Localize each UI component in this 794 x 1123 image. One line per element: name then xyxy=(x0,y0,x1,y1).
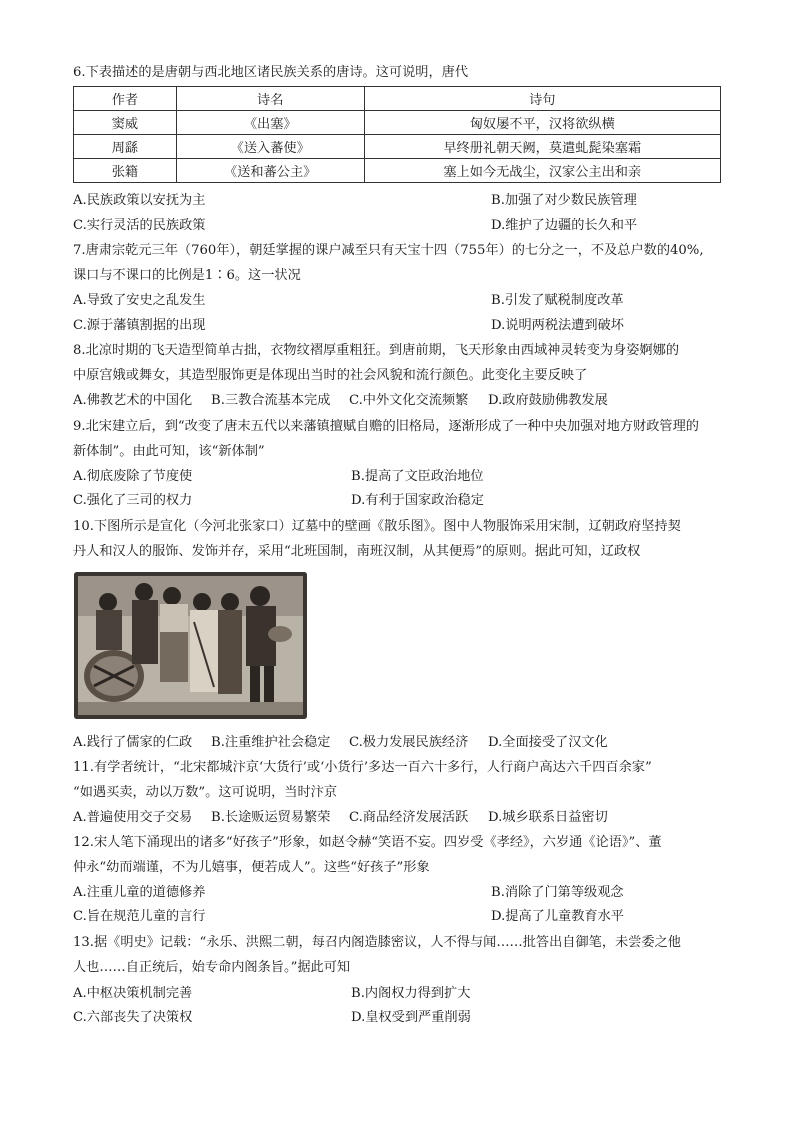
q6-option-d[interactable]: D.维护了边疆的长久和平 xyxy=(491,218,638,233)
q9-option-c[interactable]: C.强化了三司的权力 xyxy=(73,493,193,508)
q11-stem-line2: “如遇买卖，动以万数”。这可说明，当时汴京 xyxy=(73,785,338,800)
table-row xyxy=(74,135,721,159)
mural-illustration xyxy=(74,572,307,719)
q8-stem-line2: 中原宫娥或舞女，其造型服饰更是体现出当时的社会风貌和流行颜色。此变化主要反映了 xyxy=(73,368,588,383)
q12-option-a[interactable]: A.注重儿童的道德修养 xyxy=(73,885,206,900)
q12-option-d[interactable]: D.提高了儿童教育水平 xyxy=(491,909,624,924)
q7-option-d[interactable]: D.说明两税法遭到破坏 xyxy=(491,318,624,333)
table-cell: 《送入蕃使》 xyxy=(176,135,364,159)
q9-stem-line2: 新体制”。由此可知，该“新体制” xyxy=(73,444,265,459)
q10-option-b[interactable]: B.注重维护社会稳定 xyxy=(211,735,331,750)
poem-table xyxy=(73,86,721,183)
table-header-title: 诗名 xyxy=(176,87,364,111)
q13-stem-line1: 13.据《明史》记载：“永乐、洪熙二朝，每召内阁造膝密议，人不得与闻……批答出自御笔，未尝委之他 xyxy=(73,935,681,950)
table-header-author: 作者 xyxy=(74,87,177,111)
table-row xyxy=(74,159,721,183)
q13-option-a[interactable]: A.中枢决策机制完善 xyxy=(73,986,193,1001)
table-cell: 《送和蕃公主》 xyxy=(176,159,364,183)
table-cell: 窦威 xyxy=(74,111,177,135)
q8-option-a[interactable]: A.佛教艺术的中国化 xyxy=(73,393,193,408)
q7-option-b[interactable]: B.引发了赋税制度改革 xyxy=(491,293,624,308)
q7-option-c[interactable]: C.源于藩镇割据的出现 xyxy=(73,318,206,333)
q10-option-d[interactable]: D.全面接受了汉文化 xyxy=(488,735,608,750)
q8-option-d[interactable]: D.政府鼓励佛教发展 xyxy=(488,393,608,408)
q9-option-a[interactable]: A.彻底废除了节度使 xyxy=(73,469,193,484)
q12-option-c[interactable]: C.旨在规范儿童的言行 xyxy=(73,909,206,924)
q13-stem-line2: 人也……自正统后，始专命内阁条旨。”据此可知 xyxy=(73,960,351,975)
q12-stem-line2: 仲永“幼而端谨，不为儿嬉事，便若成人”。这些“好孩子”形象 xyxy=(73,860,430,875)
q7-stem-line2: 课口与不课口的比例是1∶6。这一状况 xyxy=(73,268,301,283)
q12-stem-line1: 12.宋人笔下涌现出的诸多“好孩子”形象，如赵令赫“笑语不妄。四岁受《孝经》，六岁通《论语》”、董 xyxy=(73,835,662,850)
table-cell: 塞上如今无战尘，汉家公主出和亲 xyxy=(364,159,720,183)
q11-stem-line1: 11.有学者统计，“北宋都城汴京‘大货行’或‘小货行’多达一百六十多行，人行商户高达六千四百余家” xyxy=(73,760,652,775)
q9-option-b[interactable]: B.提高了文臣政治地位 xyxy=(351,469,484,484)
q9-stem-line1: 9.北宋建立后，到“改变了唐末五代以来藩镇擅赋自赡的旧格局，逐渐形成了一种中央加强对地方财政管理的 xyxy=(73,419,699,434)
q8-option-c[interactable]: C.中外文化交流频繁 xyxy=(349,393,469,408)
q12-option-b[interactable]: B.消除了门第等级观念 xyxy=(491,885,624,900)
table-cell: 张籍 xyxy=(74,159,177,183)
table-cell: 周繇 xyxy=(74,135,177,159)
q10-option-a[interactable]: A.践行了儒家的仁政 xyxy=(73,735,193,750)
q11-option-c[interactable]: C.商品经济发展活跃 xyxy=(349,810,469,825)
q11-option-b[interactable]: B.长途贩运贸易繁荣 xyxy=(211,810,331,825)
q7-stem-line1: 7.唐肃宗乾元三年（760年），朝廷掌握的课户减至只有天宝十四（755年）的七分之一，不及总户数的40%, xyxy=(73,243,704,258)
table-row xyxy=(74,111,721,135)
table-header-row xyxy=(74,87,721,111)
table-header-verse: 诗句 xyxy=(364,87,720,111)
table-cell: 《出塞》 xyxy=(176,111,364,135)
q10-stem-line1: 10.下图所示是宣化（今河北张家口）辽墓中的壁画《散乐图》。图中人物服饰采用宋制，辽朝政府坚持契 xyxy=(73,519,681,534)
q10-option-c[interactable]: C.极力发展民族经济 xyxy=(349,735,469,750)
q11-option-d[interactable]: D.城乡联系日益密切 xyxy=(488,810,608,825)
q6-option-b[interactable]: B.加强了对少数民族管理 xyxy=(491,193,637,208)
q13-option-b[interactable]: B.内阁权力得到扩大 xyxy=(351,986,471,1001)
q6-stem: 6.下表描述的是唐朝与西北地区诸民族关系的唐诗。这可说明，唐代 xyxy=(73,65,469,80)
q11-option-a[interactable]: A.普遍使用交子交易 xyxy=(73,810,193,825)
q6-option-a[interactable]: A.民族政策以安抚为主 xyxy=(73,193,206,208)
q9-option-d[interactable]: D.有利于国家政治稳定 xyxy=(351,493,484,508)
q13-option-c[interactable]: C.六部丧失了决策权 xyxy=(73,1010,193,1025)
q6-option-c[interactable]: C.实行灵活的民族政策 xyxy=(73,218,206,233)
q10-stem-line2: 丹人和汉人的服饰、发饰并存，采用“北班国制，南班汉制，从其便焉”的原则。据此可知，辽政权 xyxy=(73,544,641,559)
mural-image xyxy=(74,572,307,719)
q8-stem-line1: 8.北凉时期的飞天造型简单古拙，衣物纹褶厚重粗狂。到唐前期，飞天形象由西域神灵转变为身姿婀娜的 xyxy=(73,343,680,358)
table-cell: 匈奴屡不平，汉将欲纵横 xyxy=(364,111,720,135)
q8-option-b[interactable]: B.三教合流基本完成 xyxy=(211,393,331,408)
q7-option-a[interactable]: A.导致了安史之乱发生 xyxy=(73,293,206,308)
table-cell: 早终册礼朝天阙，莫遣虬髭染塞霜 xyxy=(364,135,720,159)
q13-option-d[interactable]: D.皇权受到严重削弱 xyxy=(351,1010,471,1025)
